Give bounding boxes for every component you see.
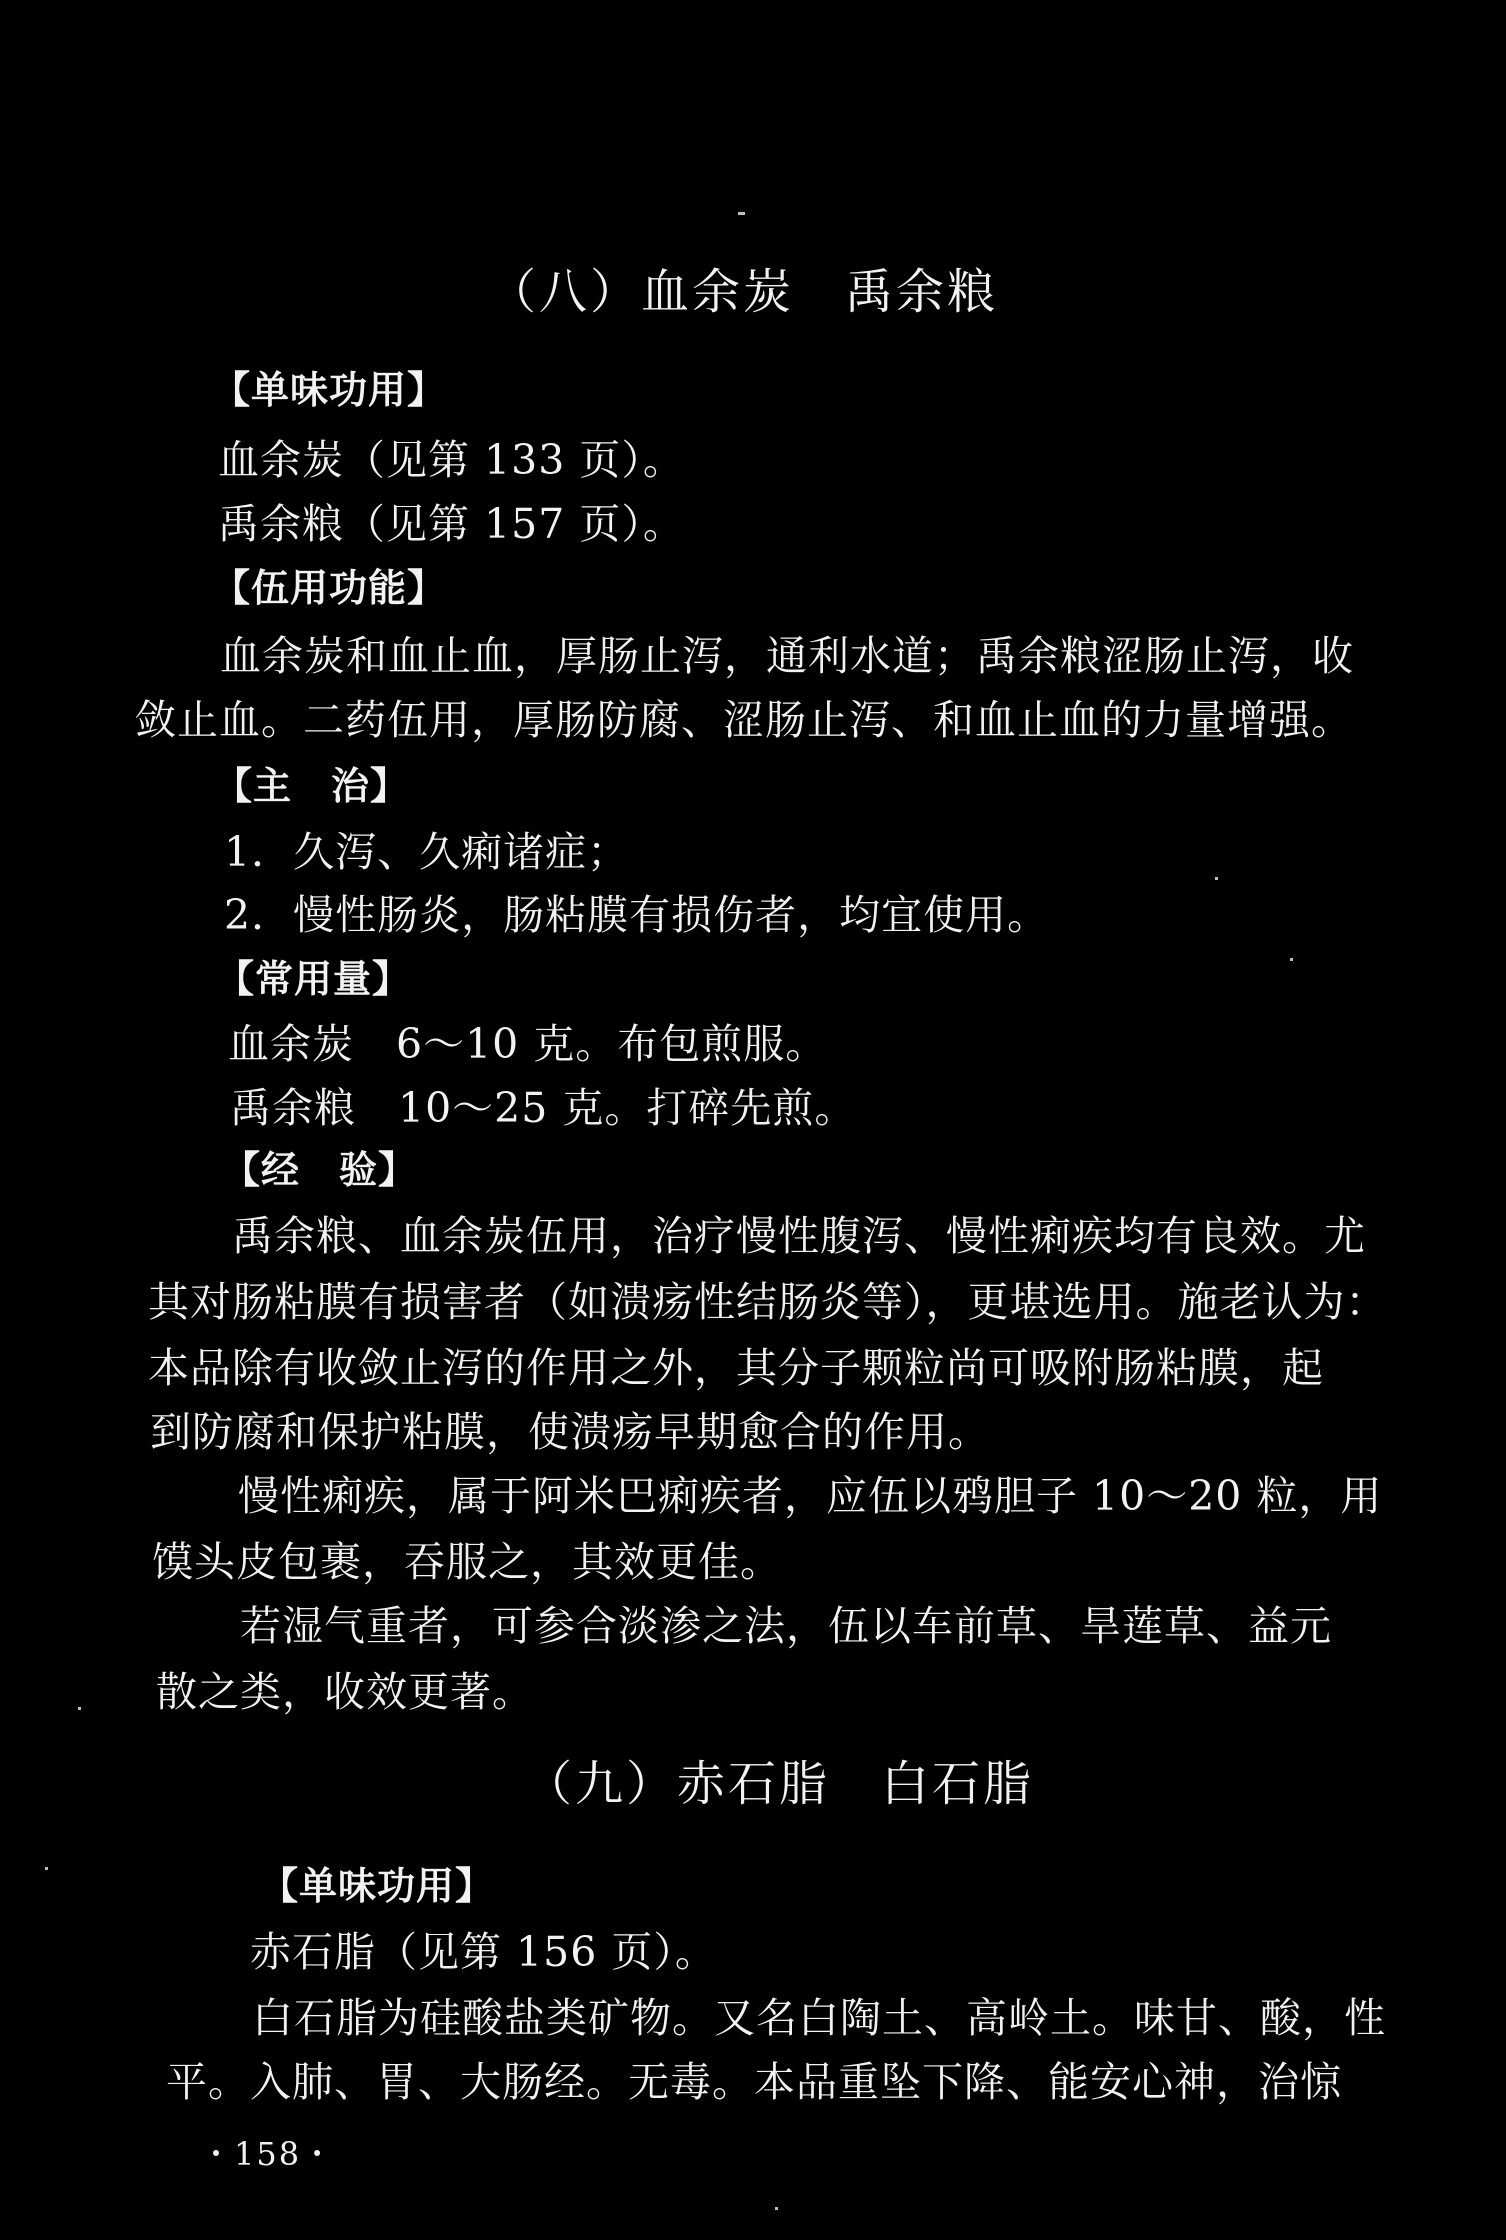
list-item: 1．久泻、久痢诸症； [224,828,630,876]
section-title: （九）赤石脂 白石脂 [524,1756,1035,1812]
body-line: 平。入肺、胃、大肠经。无毒。本品重坠下降、能安心神，治惊 [166,2058,1342,2106]
body-line: 禹余粮、血余炭伍用，治疗慢性腹泻、慢性痢疾均有良效。尤 [232,1212,1366,1260]
body-line: 其对肠粘膜有损害者（如溃疡性结肠炎等），更堪选用。施老认为： [148,1278,1388,1326]
body-line: 本品除有收敛止泻的作用之外，其分子颗粒尚可吸附肠粘膜，起 [148,1344,1324,1392]
body-line: 慢性痢疾，属于阿米巴痢疾者，应伍以鸦胆子 10～20 粒，用 [238,1472,1383,1520]
dosage-line: 禹余粮 10～25 克。打碎先煎。 [230,1084,857,1132]
scan-speck [45,1867,48,1870]
body-line: 散之类，收效更著。 [156,1668,534,1716]
body-line: 若湿气重者，可参合淡渗之法，伍以车前草、旱莲草、益元 [240,1602,1332,1650]
body-line: 白石脂为硅酸盐类矿物。又名白陶土、高岭土。味甘、酸，性 [252,1994,1386,2042]
body-line: 血余炭和血止血，厚肠止泻，通利水道；禹余粮涩肠止泻，收 [220,632,1354,680]
heading-wuyong-gongneng: 【伍用功能】 [212,566,447,610]
heading-zhuzhi: 【主 治】 [214,764,410,808]
body-line: 赤石脂（见第 156 页）。 [250,1928,717,1976]
body-line: 到防腐和保护粘膜，使溃疡早期愈合的作用。 [150,1408,990,1456]
body-line: 敛止血。二药伍用，厚肠防腐、涩肠止泻、和血止血的力量增强。 [135,696,1353,744]
page-number: ・158・ [200,2135,336,2173]
heading-changyongliang: 【常用量】 [216,957,412,1001]
body-line: 馍头皮包裹，吞服之，其效更佳。 [152,1538,782,1586]
body-line: 禹余粮（见第 157 页）。 [218,500,685,548]
scan-speck [738,212,745,215]
scan-speck [1215,877,1218,880]
heading-danwei-gongyong: 【单味功用】 [212,368,447,412]
section-title: （八）血余炭 禹余粮 [488,264,999,320]
scan-speck [78,1707,81,1710]
heading-danwei-gongyong: 【单味功用】 [260,1864,495,1908]
scan-speck [1290,958,1293,961]
heading-jingyan: 【经 验】 [222,1148,418,1192]
body-line: 血余炭（见第 133 页）。 [218,436,685,484]
dosage-line: 血余炭 6～10 克。布包煎服。 [228,1020,828,1068]
list-item: 2．慢性肠炎，肠粘膜有损伤者，均宜使用。 [224,891,1050,939]
scan-speck [775,2207,778,2210]
